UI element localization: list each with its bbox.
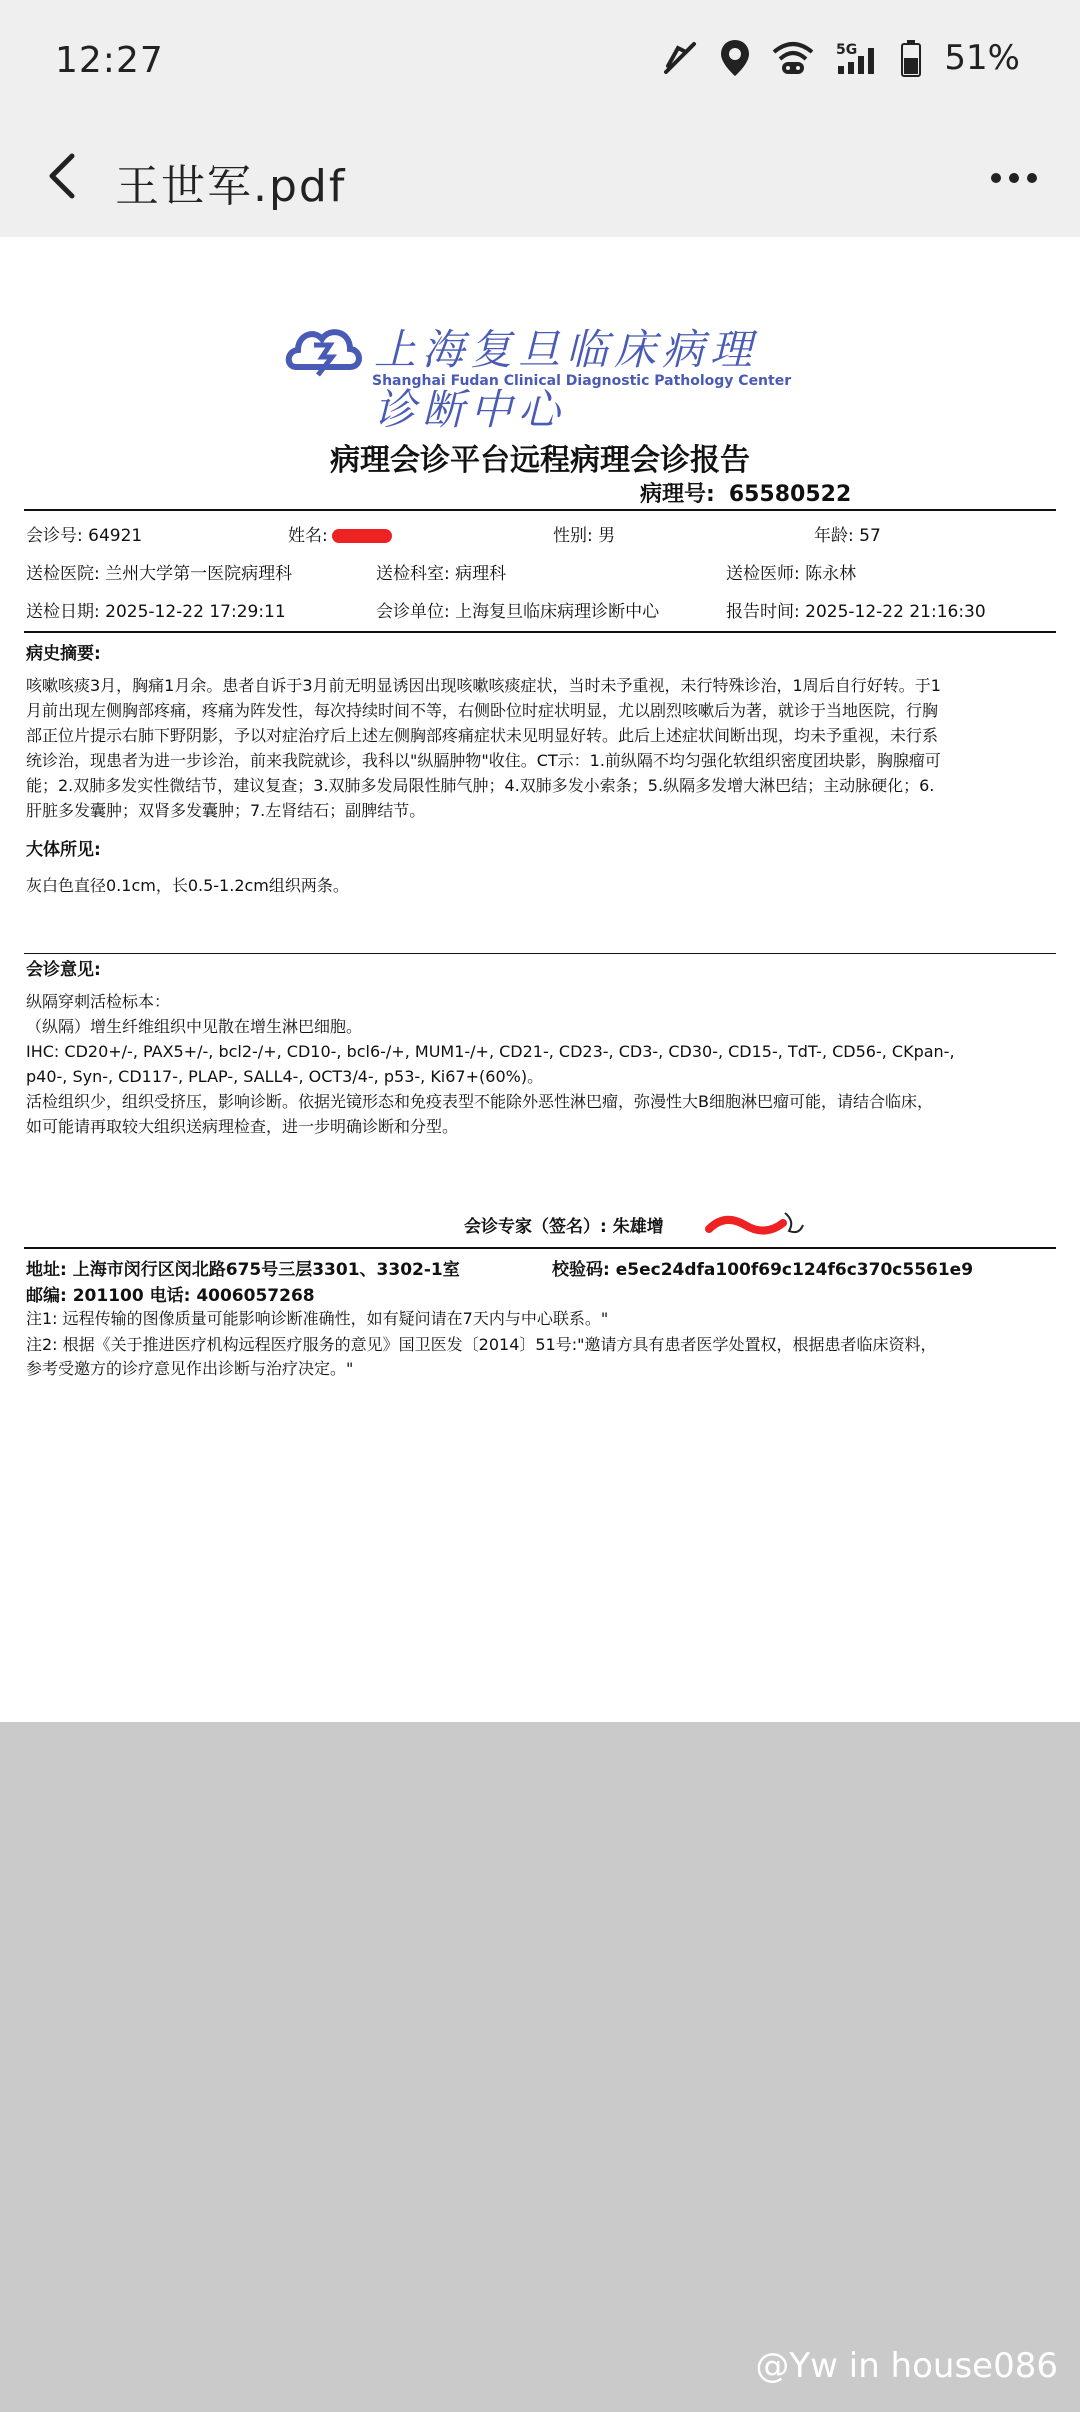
hospital: 兰州大学第一医院病理科 xyxy=(105,564,293,584)
logo-english-name: Shanghai Fudan Clinical Diagnostic Pathology Center xyxy=(372,373,792,389)
divider xyxy=(24,1247,1056,1249)
report-title: 病理会诊平台远程病理会诊报告 xyxy=(330,443,750,478)
info-row-3: 送检日期: 2025-12-22 17:29:11 会诊单位: 上海复旦临床病理诊断中心 报告时间: 2025-12-22 21:16:30 xyxy=(26,602,986,622)
center-logo xyxy=(284,317,804,434)
check-code: 校验码: e5ec24dfa100f69c124f6c370c5561e9 xyxy=(552,1260,974,1280)
info-row-2: 送检医院: 兰州大学第一医院病理科 送检科室: 病理科 送检医师: 陈永林 xyxy=(26,564,857,584)
status-bar xyxy=(0,0,1080,122)
department: 病理科 xyxy=(455,564,507,584)
back-arrow-icon[interactable] xyxy=(36,146,92,206)
postcode-phone: 邮编: 201100 电话: 4006057268 xyxy=(26,1286,315,1306)
note-1: 注1: 远程传输的图像质量可能影响诊断准确性，如有疑问请在7天内与中心联系。" xyxy=(26,1309,609,1328)
battery-icon xyxy=(900,38,922,78)
more-options-icon[interactable] xyxy=(984,148,1044,208)
location-icon xyxy=(718,38,752,78)
redacted-name xyxy=(332,529,392,543)
history-heading: 病史摘要: xyxy=(26,644,101,664)
gross-heading: 大体所见: xyxy=(26,840,101,860)
history-text: 咳嗽咳痰3月，胸痛1月余。患者自诉于3月前无明显诱因出现咳嗽咳痰症状，当时未予重视，未行特殊诊治，1周后自行好转。于1 月前出现左侧胸部疼痛，疼痛为阵发性，每次持续时间不等，右侧卧位时症状明显，尤以剧烈咳嗽后为著，就诊于当地医院，行胸 部正位片提示右肺下野阴影，予以对症治疗后上述左侧胸部疼痛症状未见明显好转。此后上述症状间断出现，均未予重视，未行系 统诊治，现患者为进一步诊治，前来我院就诊，我科以"纵膈肿物"收住。CT示：1.前纵隔不均匀强化软组织密度团块影，胸腺瘤可 能；2.双肺多发实性微结节，建议复查；3.双肺多发局限性肺气肿；4.双肺多发小索条；5.纵隔多发增大淋巴结；主动脉硬化；6. 肝脏多发囊肿；双肾多发囊肿；7.左肾结石；副脾结节。 xyxy=(26,676,941,820)
signal-5g-icon xyxy=(834,38,882,78)
consult-number: 64921 xyxy=(88,526,143,546)
app-bar xyxy=(0,122,1080,237)
patient-age: 57 xyxy=(859,526,881,546)
address-line: 地址: 上海市闵行区闵北路675号三层3301、3302-1室 xyxy=(26,1260,460,1280)
note-2: 注2: 根据《关于推进医疗机构远程医疗服务的意见》国卫医发〔2014〕51号:"邀请方具有患者医学处置权，根据患者临床资料， 参考受邀方的诊疗意见作出诊断与治疗决定。" xyxy=(26,1335,937,1378)
pdf-page[interactable] xyxy=(0,237,1080,1722)
center-logo-icon xyxy=(284,317,364,387)
opinion-heading: 会诊意见: xyxy=(26,960,101,980)
logo-chinese-name: 上海复旦临床病理诊断中心 xyxy=(374,325,759,434)
gross-text: 灰白色直径0.1cm，长0.5-1.2cm组织两条。 xyxy=(26,876,349,895)
consult-unit: 上海复旦临床病理诊断中心 xyxy=(455,602,660,622)
doctor: 陈永林 xyxy=(805,564,857,584)
wifi-icon xyxy=(770,38,816,78)
expert-signature: 会诊专家（签名）: 朱雄增 xyxy=(464,1217,664,1237)
no-sound-icon xyxy=(660,38,700,78)
handwritten-signature xyxy=(705,1207,805,1241)
pathology-number: 病理号: 65580522 xyxy=(640,482,852,507)
divider xyxy=(24,953,1056,954)
watermark: @Yw in house086 xyxy=(755,2346,1058,2386)
battery-percent: 51% xyxy=(944,38,1020,78)
svg-text:5G: 5G xyxy=(836,42,858,58)
divider xyxy=(24,509,1056,511)
patient-sex: 男 xyxy=(598,526,616,546)
report-time: 2025-12-22 21:16:30 xyxy=(805,602,986,622)
opinion-text: 纵隔穿刺活检标本： （纵隔）增生纤维组织中见散在增生淋巴细胞。 IHC: CD20+/-, PAX5+/-, bcl2-/+, CD10-, bcl6-/+, MUM1-/+, CD21-, CD23-, CD3-, CD30-, CD15-, TdT-, CD56-, CKpan-, p40-, Syn-, CD117-, PLAP-, SALL4-, OCT3/4-, p53-, Ki67+(60%)。 活检组织少，组织受挤压，影响诊断。依据光镜形态和免疫表型不能除外恶性淋巴瘤，弥漫性大B细胞淋巴瘤可能，请结合临床， 如可能请再取较大组织送病理检查，进一步明确诊断和分型。 xyxy=(26,992,955,1136)
submit-date: 2025-12-22 17:29:11 xyxy=(105,602,286,622)
status-time: 12:27 xyxy=(55,40,164,81)
status-icons xyxy=(660,38,1020,78)
divider xyxy=(24,631,1056,633)
expert-name: 朱雄增 xyxy=(612,1217,664,1237)
document-title: 王世军.pdf xyxy=(115,161,347,212)
info-row-1: 会诊号: 64921 姓名: 性别: 男 年龄: 57 xyxy=(26,526,881,546)
